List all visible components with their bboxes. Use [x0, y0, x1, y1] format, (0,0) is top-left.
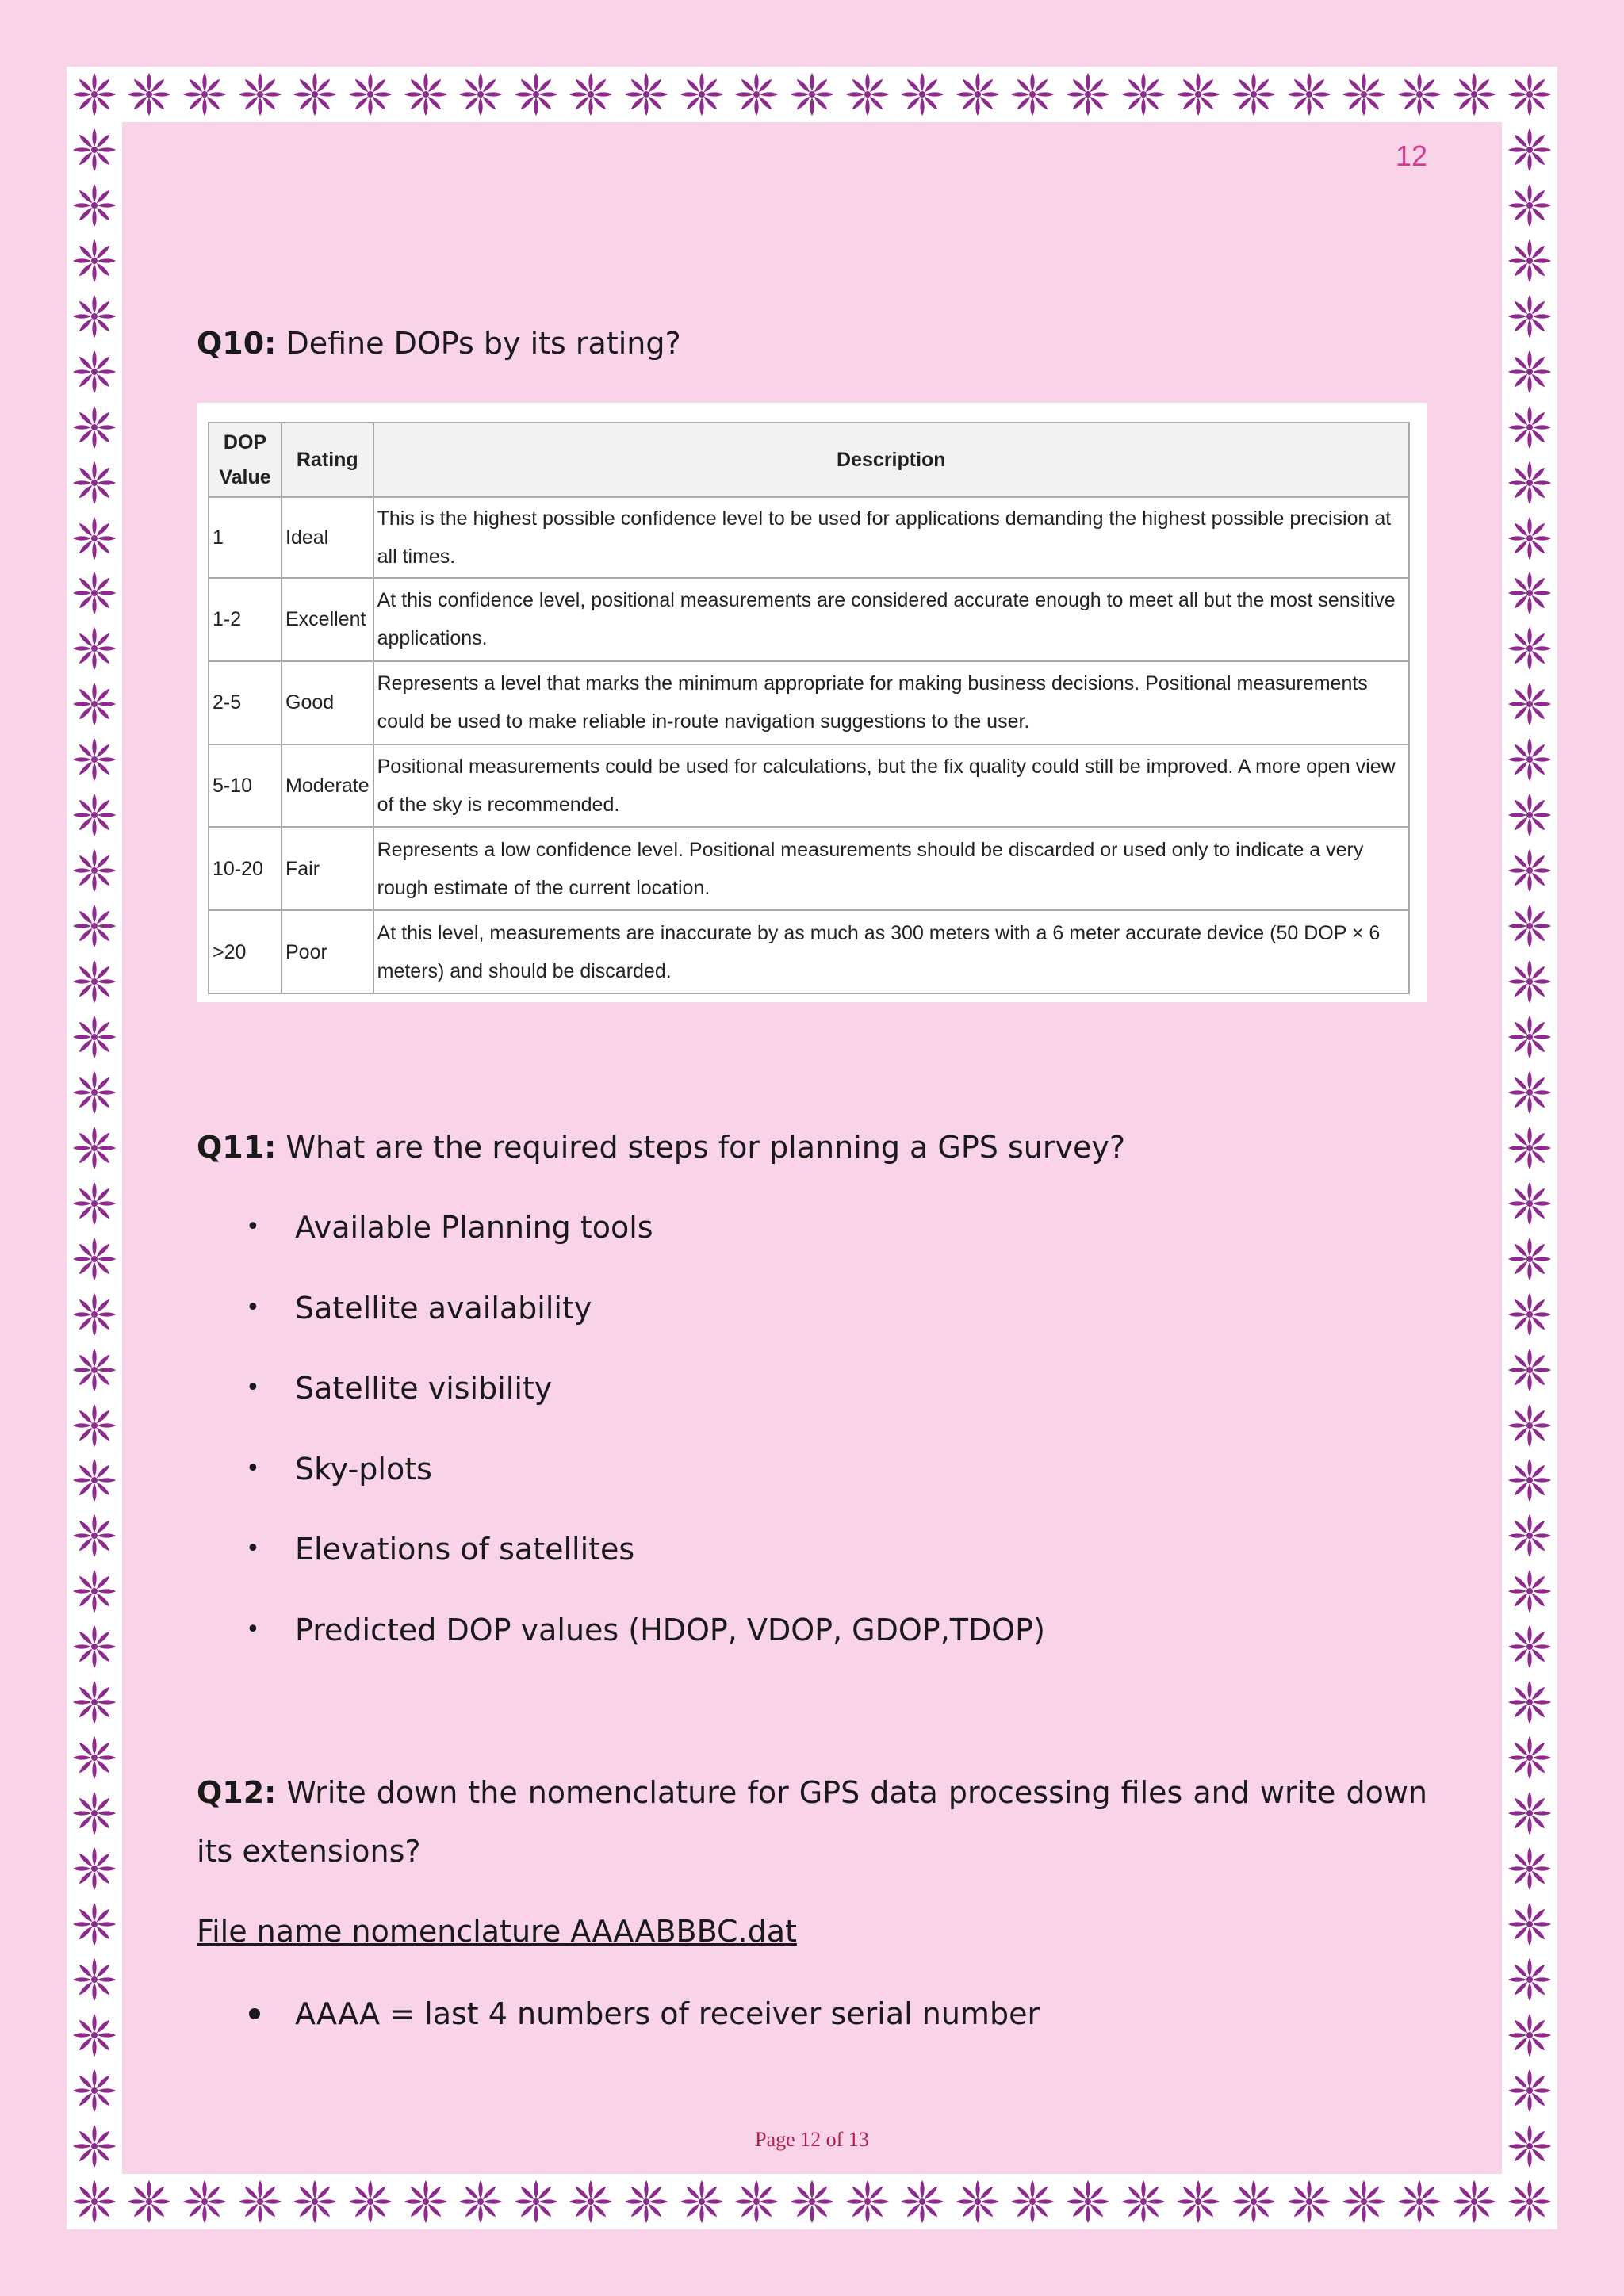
list-item-text: Available Planning tools — [295, 1210, 653, 1245]
rating-cell: Ideal — [282, 497, 373, 578]
bullet-icon: • — [246, 1293, 260, 1322]
description-cell: Positional measurements could be used for calculations, but the fix quality could still be improved. A more open view of the sky is recommended. — [373, 744, 1409, 828]
dop-value-cell: 2-5 — [209, 661, 282, 744]
list-item — [197, 1283, 1045, 1364]
table-row — [209, 910, 1409, 993]
question-label: Q11: — [197, 1130, 277, 1165]
question-q12 — [197, 1763, 1427, 1881]
dop-value-cell: 1-2 — [209, 578, 282, 661]
list-item — [197, 1524, 1045, 1605]
description-cell: At this level, measurements are inaccurate by as much as 300 meters with a 6 meter accurate device (50 DOP × 6 meters) and should be discarded. — [373, 910, 1409, 993]
question-text: Define DOPs by its rating? — [276, 326, 681, 361]
table-row — [209, 578, 1409, 661]
list-item — [197, 1605, 1045, 1686]
rating-cell: Excellent — [282, 578, 373, 661]
bullet-icon — [249, 2008, 260, 2019]
bullet-icon: • — [246, 1213, 260, 1241]
rating-cell: Poor — [282, 910, 373, 993]
rating-cell: Moderate — [282, 744, 373, 828]
dop-value-cell: 10-20 — [209, 827, 282, 910]
list-item-text: Sky-plots — [295, 1451, 432, 1487]
bullet-icon: • — [246, 1454, 260, 1483]
list-item — [197, 1988, 1040, 2069]
table-header-row — [209, 423, 1409, 497]
header-description: Description — [373, 423, 1409, 497]
list-item-text: AAAA = last 4 numbers of receiver serial number — [295, 1996, 1040, 2031]
question-q11 — [197, 1118, 1427, 1177]
list-item — [197, 1363, 1045, 1444]
dop-value-cell: 5-10 — [209, 744, 282, 828]
table-row — [209, 744, 1409, 828]
list-item-text: Satellite availability — [295, 1290, 592, 1326]
table-row — [209, 661, 1409, 744]
list-item — [197, 1202, 1045, 1283]
planning-steps-list — [197, 1202, 1045, 1685]
file-nomenclature-heading: File name nomenclature AAAABBBC.dat — [197, 1914, 797, 1949]
question-label: Q10: — [197, 326, 277, 361]
table-row — [209, 497, 1409, 578]
description-cell: This is the highest possible confidence level to be used for applications demanding the highest possible precision at all times. — [373, 497, 1409, 578]
dop-table-image — [197, 403, 1427, 1002]
bullet-icon: • — [246, 1615, 260, 1644]
bullet-icon: • — [246, 1374, 260, 1402]
question-text: What are the required steps for planning a GPS survey? — [276, 1130, 1125, 1165]
list-item — [197, 1444, 1045, 1525]
rating-cell: Good — [282, 661, 373, 744]
page-footer: Page 12 of 13 — [755, 2128, 869, 2151]
header-rating: Rating — [282, 423, 373, 497]
dop-rating-table — [208, 422, 1410, 994]
question-text: Write down the nomenclature for GPS data processing files and write down its extensions? — [197, 1775, 1427, 1869]
question-label: Q12: — [197, 1775, 277, 1810]
header-dop-value: DOP Value — [209, 423, 282, 497]
bullet-icon: • — [246, 1535, 260, 1563]
table-row — [209, 827, 1409, 910]
rating-cell: Fair — [282, 827, 373, 910]
page-number: 12 — [1396, 140, 1428, 172]
description-cell: Represents a level that marks the minimum appropriate for making business decisions. Positional measurements could be used to make reliable in-route navigation suggestions to the user. — [373, 661, 1409, 744]
description-cell: Represents a low confidence level. Positional measurements should be discarded or used only to indicate a very rough estimate of the current location. — [373, 827, 1409, 910]
question-q10 — [197, 314, 1427, 373]
list-item-text: Elevations of satellites — [295, 1532, 635, 1567]
list-item-text: Predicted DOP values (HDOP, VDOP, GDOP,TDOP) — [295, 1612, 1045, 1647]
description-cell: At this confidence level, positional measurements are considered accurate enough to meet all but the most sensitive applications. — [373, 578, 1409, 661]
dop-value-cell: >20 — [209, 910, 282, 993]
dop-value-cell: 1 — [209, 497, 282, 578]
list-item-text: Satellite visibility — [295, 1371, 553, 1406]
nomenclature-list — [197, 1988, 1040, 2069]
